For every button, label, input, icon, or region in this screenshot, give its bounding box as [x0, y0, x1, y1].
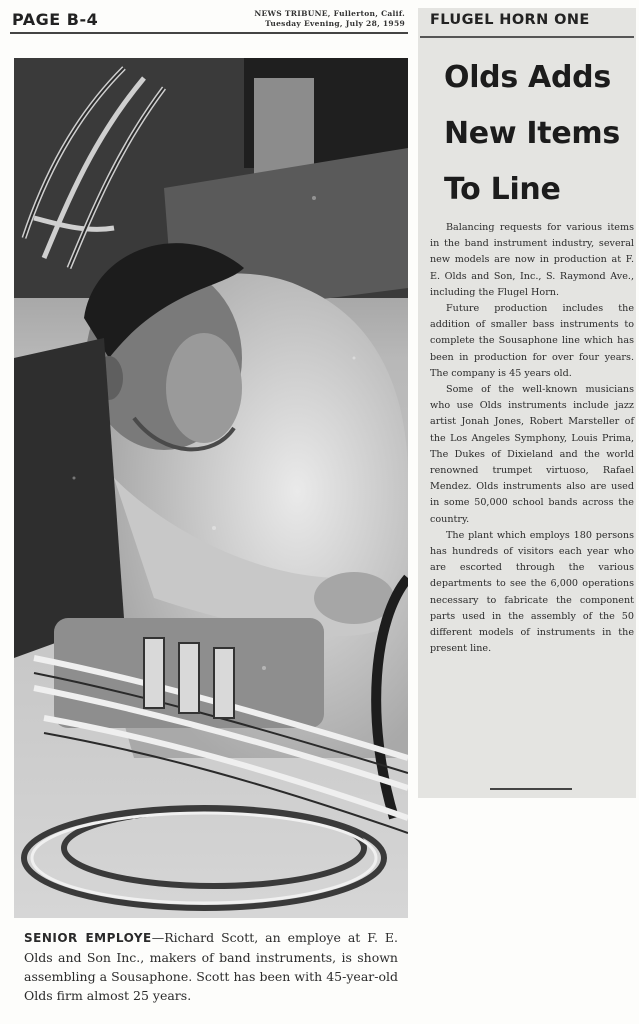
article-paragraph-1: Balancing requests for various items in the band instrument industry, several new models are now in production at F. E. Olds and Son, Inc., S. Raymond Ave., including the Flugel Horn.	[430, 222, 634, 298]
article-headline	[444, 50, 624, 218]
masthead-line-1: NEWS TRIBUNE, Fullerton, Calif.	[254, 9, 405, 18]
headline-line-3: To Line	[444, 172, 561, 207]
kicker-rule	[420, 36, 634, 38]
headline-line-2: New Items	[444, 116, 620, 151]
article-end-rule	[490, 788, 572, 790]
masthead	[200, 9, 405, 29]
caption-text: —Richard Scott, an employe at F. E. Olds and Son Inc., makers of band instruments, is shown assembling a Sousaphone. Scott has been with 45-year-old Olds firm almost 25 years.	[24, 930, 398, 1003]
article-kicker: FLUGEL HORN ONE	[430, 12, 590, 28]
masthead-line-2: Tuesday Evening, July 28, 1959	[265, 19, 405, 28]
article-paragraph-4: The plant which employs 180 persons has hundreds of visitors each year who are escorted through the various departments to see the 6,000 operations necessary to fabricate the component parts used in the assembly of the 50 different models of instruments in the present line.	[430, 529, 634, 655]
photo-worker-assembling-sousaphone	[14, 58, 408, 918]
caption-lead: SENIOR EMPLOYE	[24, 931, 152, 945]
photo-caption	[24, 928, 398, 1005]
headline-line-1: Olds Adds	[444, 60, 611, 95]
article-paragraph-3: Some of the well-known musicians who use Olds instruments include jazz artist Jonah Jones, Robert Marsteller of the Los Angeles Symphony, Louis Prima, The Dukes of Dixieland and the world renowned trumpet virtuoso, Rafael Mendez. Olds instruments also are used in some 50,000 school bands across the country.	[430, 384, 634, 525]
article-paragraph-2: Future production includes the addition of smaller bass instruments to complete the Sousaphone line which has been in production for over four years. The company is 45 years old.	[430, 303, 634, 379]
article-body	[430, 220, 634, 657]
page-label: PAGE B-4	[12, 10, 99, 29]
top-rule	[10, 32, 408, 34]
photo-illustration	[14, 58, 408, 918]
